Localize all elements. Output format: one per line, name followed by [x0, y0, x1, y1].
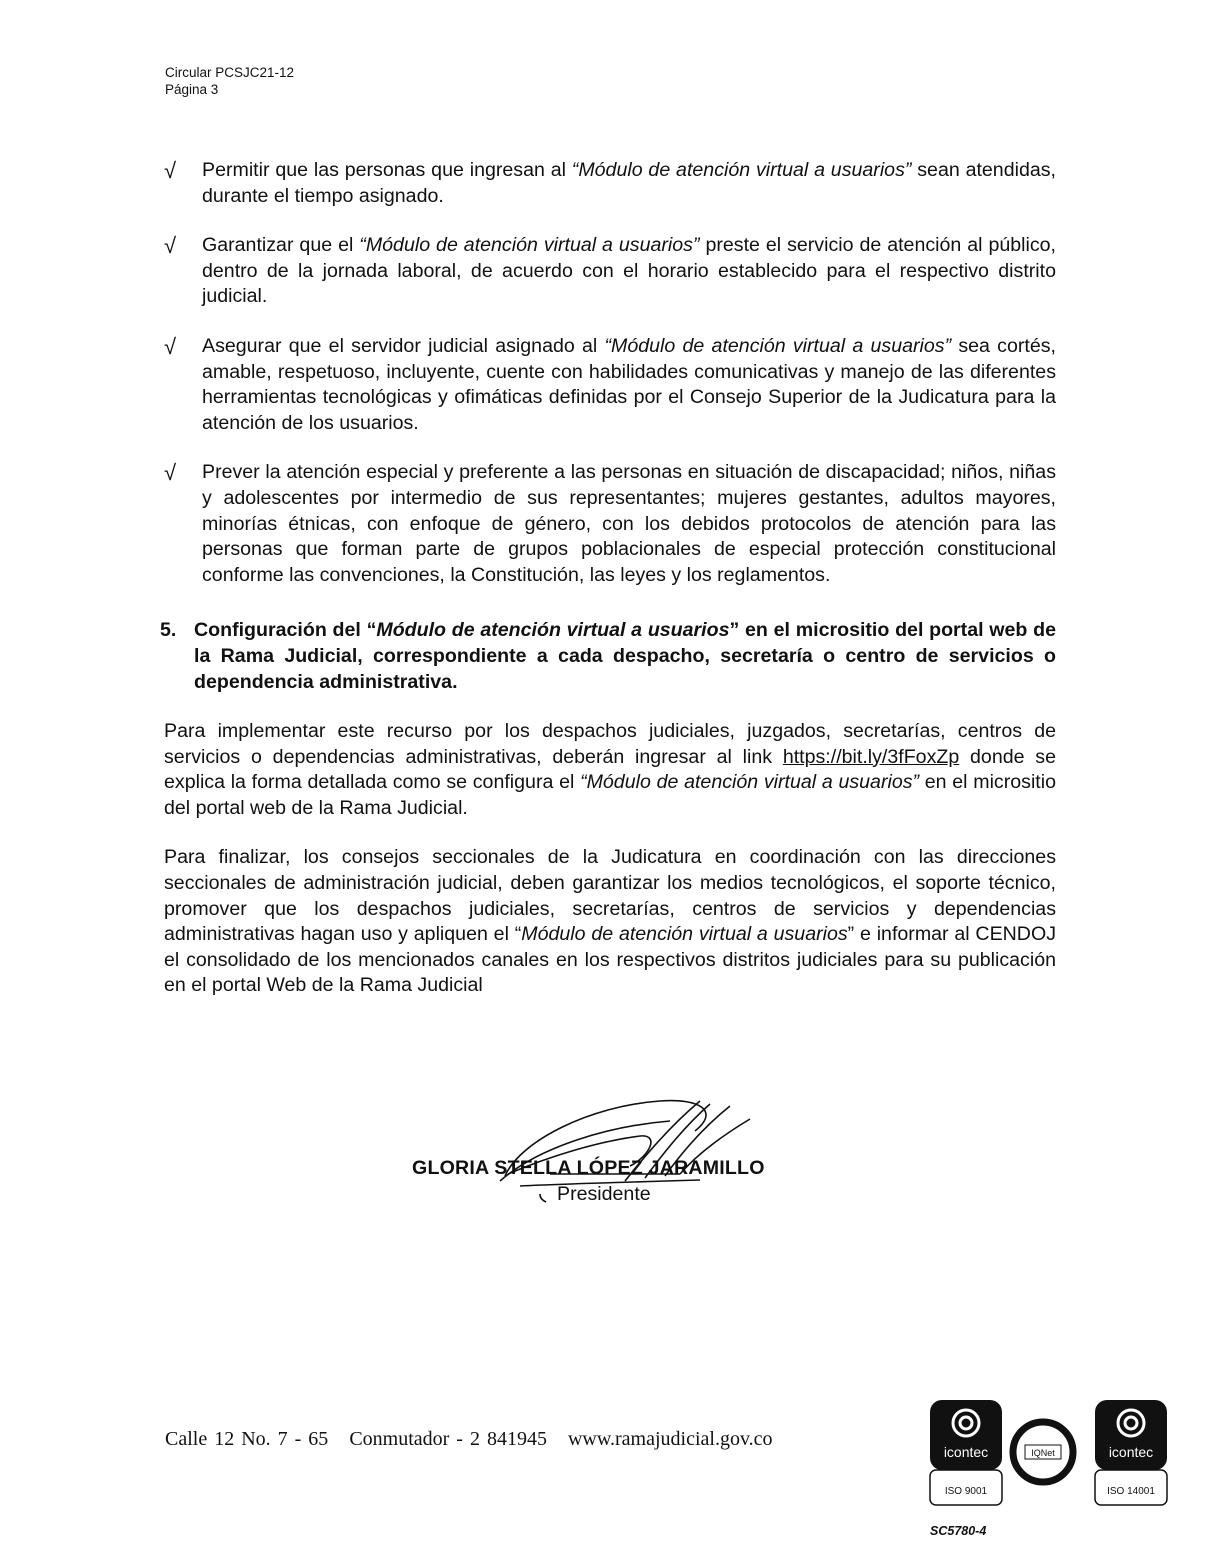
bullet-item	[164, 233, 1056, 310]
module-name: “Módulo de atención virtual a usuarios”	[571, 159, 912, 181]
circular-number: Circular PCSJC21-12	[165, 65, 295, 80]
page-footer	[165, 1428, 773, 1451]
bullet-item	[164, 334, 1056, 436]
module-name: Módulo de atención virtual a usuarios	[521, 923, 848, 946]
link-bitly[interactable]: https://bit.ly/3fFoxZp	[782, 745, 960, 768]
bullet-text	[202, 234, 1056, 307]
certificate-code: SC5780-4	[930, 1524, 987, 1538]
bullet-text	[202, 159, 1056, 207]
section-number: 5.	[160, 619, 177, 642]
signatory-name: GLORIA STELLA LÓPEZ JARAMILLO	[412, 1157, 765, 1179]
bullet-text-part: Permitir que las personas que ingresan al	[202, 159, 572, 181]
logo2-brand: icontec	[1108, 1444, 1154, 1460]
icontec-iso9001-logo	[930, 1400, 1002, 1505]
document-body	[160, 158, 1056, 1023]
checkmark-icon: √	[164, 158, 177, 183]
bullet-item	[164, 158, 1056, 209]
bullet-text-part: sea cortés, amable, respetuoso, incluyente, cuente con habilidades comunicativas y manejo de las diferentes herramientas tecnológicas y ofimáticas definidas por el Consejo Superior de la Judicatura para la atención de los usuarios.	[202, 334, 1056, 434]
section-heading-part: Configuración del “	[194, 619, 377, 642]
module-name: “Módulo de atención virtual a usuarios”	[604, 334, 952, 357]
bullet-text-part: Garantizar que el	[202, 234, 360, 257]
iqnet-logo	[1013, 1422, 1073, 1482]
logo1-brand: icontec	[943, 1444, 989, 1460]
bullet-text	[202, 461, 1056, 585]
icontec-iso14001-logo	[1095, 1400, 1167, 1505]
checkmark-icon: √	[164, 233, 177, 259]
checkmark-icon: √	[164, 460, 177, 486]
bullet-item	[164, 460, 1056, 588]
paragraph-text: Para finalizar, los consejos seccionales de la Judicatura en coordinación con las direcciones seccionales de administración judicial, deben garantizar los medios tecnológicos, el soporte técnico, promover que los despachos judiciales, secretarías, centros de servicios y dependencias administrativas hagan uso y apliquen el “	[164, 846, 1056, 946]
certification-logos	[925, 1395, 1175, 1545]
module-name: Módulo de atención virtual a usuarios	[376, 619, 730, 642]
footer-address: Calle 12 No. 7 - 65	[165, 1428, 329, 1450]
logo1-standard: ISO 9001	[944, 1486, 988, 1497]
module-name: “Módulo de atención virtual a usuarios”	[580, 771, 920, 794]
paragraph-text: en el micrositio del portal web de la Rama Judicial.	[164, 771, 1056, 819]
footer-website[interactable]: www.ramajudicial.gov.co	[567, 1428, 773, 1450]
logo2-standard: ISO 14001	[1107, 1486, 1155, 1497]
checkmark-icon: √	[164, 333, 177, 359]
paragraph-implementation	[164, 719, 1056, 821]
iqnet-label: IQNet	[1031, 1448, 1055, 1458]
document-header	[165, 64, 294, 98]
module-name: “Módulo de atención virtual a usuarios”	[359, 234, 700, 257]
paragraph-text: donde se explica la forma detallada como se configura el	[164, 745, 1056, 794]
bullet-text-part: Asegurar que el servidor judicial asignado al	[202, 334, 605, 357]
section-heading-part: ” en el micrositio del portal web de la Rama Judicial, correspondiente a cada despacho, secretaría o centro de servicios o dependencia administrativa.	[194, 619, 1056, 693]
page-number: Página 3	[165, 82, 219, 97]
bullet-text	[202, 335, 1056, 434]
bullet-text-part: sean atendidas, durante el tiempo asignado.	[202, 159, 1056, 207]
signatory-role: Presidente	[557, 1183, 651, 1205]
footer-phone: Conmutador - 2 841945	[349, 1428, 547, 1450]
bullet-text-part: Prever la atención especial y preferente a las personas en situación de discapacidad; niños, niñas y adolescentes por intermedio de sus representantes; mujeres gestantes, adultos mayores, minorías étnicas, con enfoque de género, con los debidos protocolos de atención para las personas que forman parte de grupos poblacionales de especial protección constitucional conforme las convenciones, la Constitución, las leyes y los reglamentos.	[202, 461, 1056, 586]
paragraph-closing	[164, 845, 1056, 999]
paragraph-text: ” e informar al CENDOJ el consolidado de los mencionados canales en los respectivos distritos judiciales para su publicación en el portal Web de la Rama Judicial	[164, 923, 1056, 997]
bullet-text-part: preste el servicio de atención al público, dentro de la jornada laboral, de acuerdo con el horario establecido para el respectivo distrito judicial.	[202, 234, 1056, 308]
paragraph-text: Para implementar este recurso por los despachos judiciales, juzgados, secretarías, centros de servicios o dependencias administrativas, deberán ingresar al link	[164, 720, 1056, 768]
section-heading	[160, 618, 1056, 695]
